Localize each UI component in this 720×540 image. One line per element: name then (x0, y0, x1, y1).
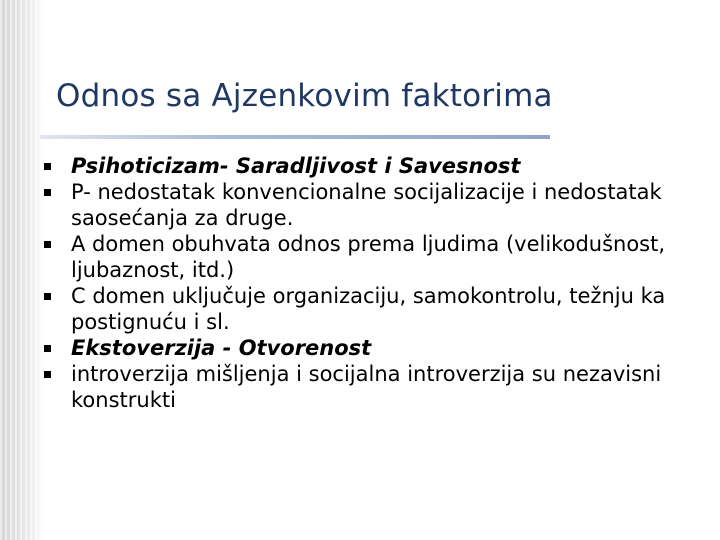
title-underline (40, 135, 550, 139)
bullet-item (44, 231, 704, 283)
bullet-item (44, 361, 704, 413)
square-bullet-icon (44, 163, 51, 170)
decorative-stripes (0, 0, 44, 540)
square-bullet-icon (44, 293, 51, 300)
bullet-list (44, 153, 704, 413)
bullet-item (44, 283, 704, 335)
square-bullet-icon (44, 371, 51, 378)
bullet-text: Psihoticizam- Saradljivost i Savesnost (71, 154, 521, 178)
slide-title: Odnos sa Ajzenkovim faktorima (56, 78, 553, 114)
bullet-item (44, 179, 704, 231)
bullet-text: introverzija mišljenja i socijalna introverzija su nezavisni konstrukti (71, 362, 662, 412)
bullet-item (44, 335, 704, 361)
square-bullet-icon (44, 189, 51, 196)
square-bullet-icon (44, 345, 51, 352)
bullet-text: C domen uključuje organizaciju, samokontrolu, težnju ka postignuću i sl. (71, 284, 666, 334)
bullet-text: A domen obuhvata odnos prema ljudima (velikodušnost, ljubaznost, itd.) (71, 232, 666, 282)
square-bullet-icon (44, 241, 51, 248)
bullet-text: P- nedostatak konvencionalne socijalizacije i nedostatak saosećanja za druge. (71, 180, 662, 230)
bullet-item (44, 153, 704, 179)
bullet-text: Ekstoverzija - Otvorenost (71, 336, 372, 360)
